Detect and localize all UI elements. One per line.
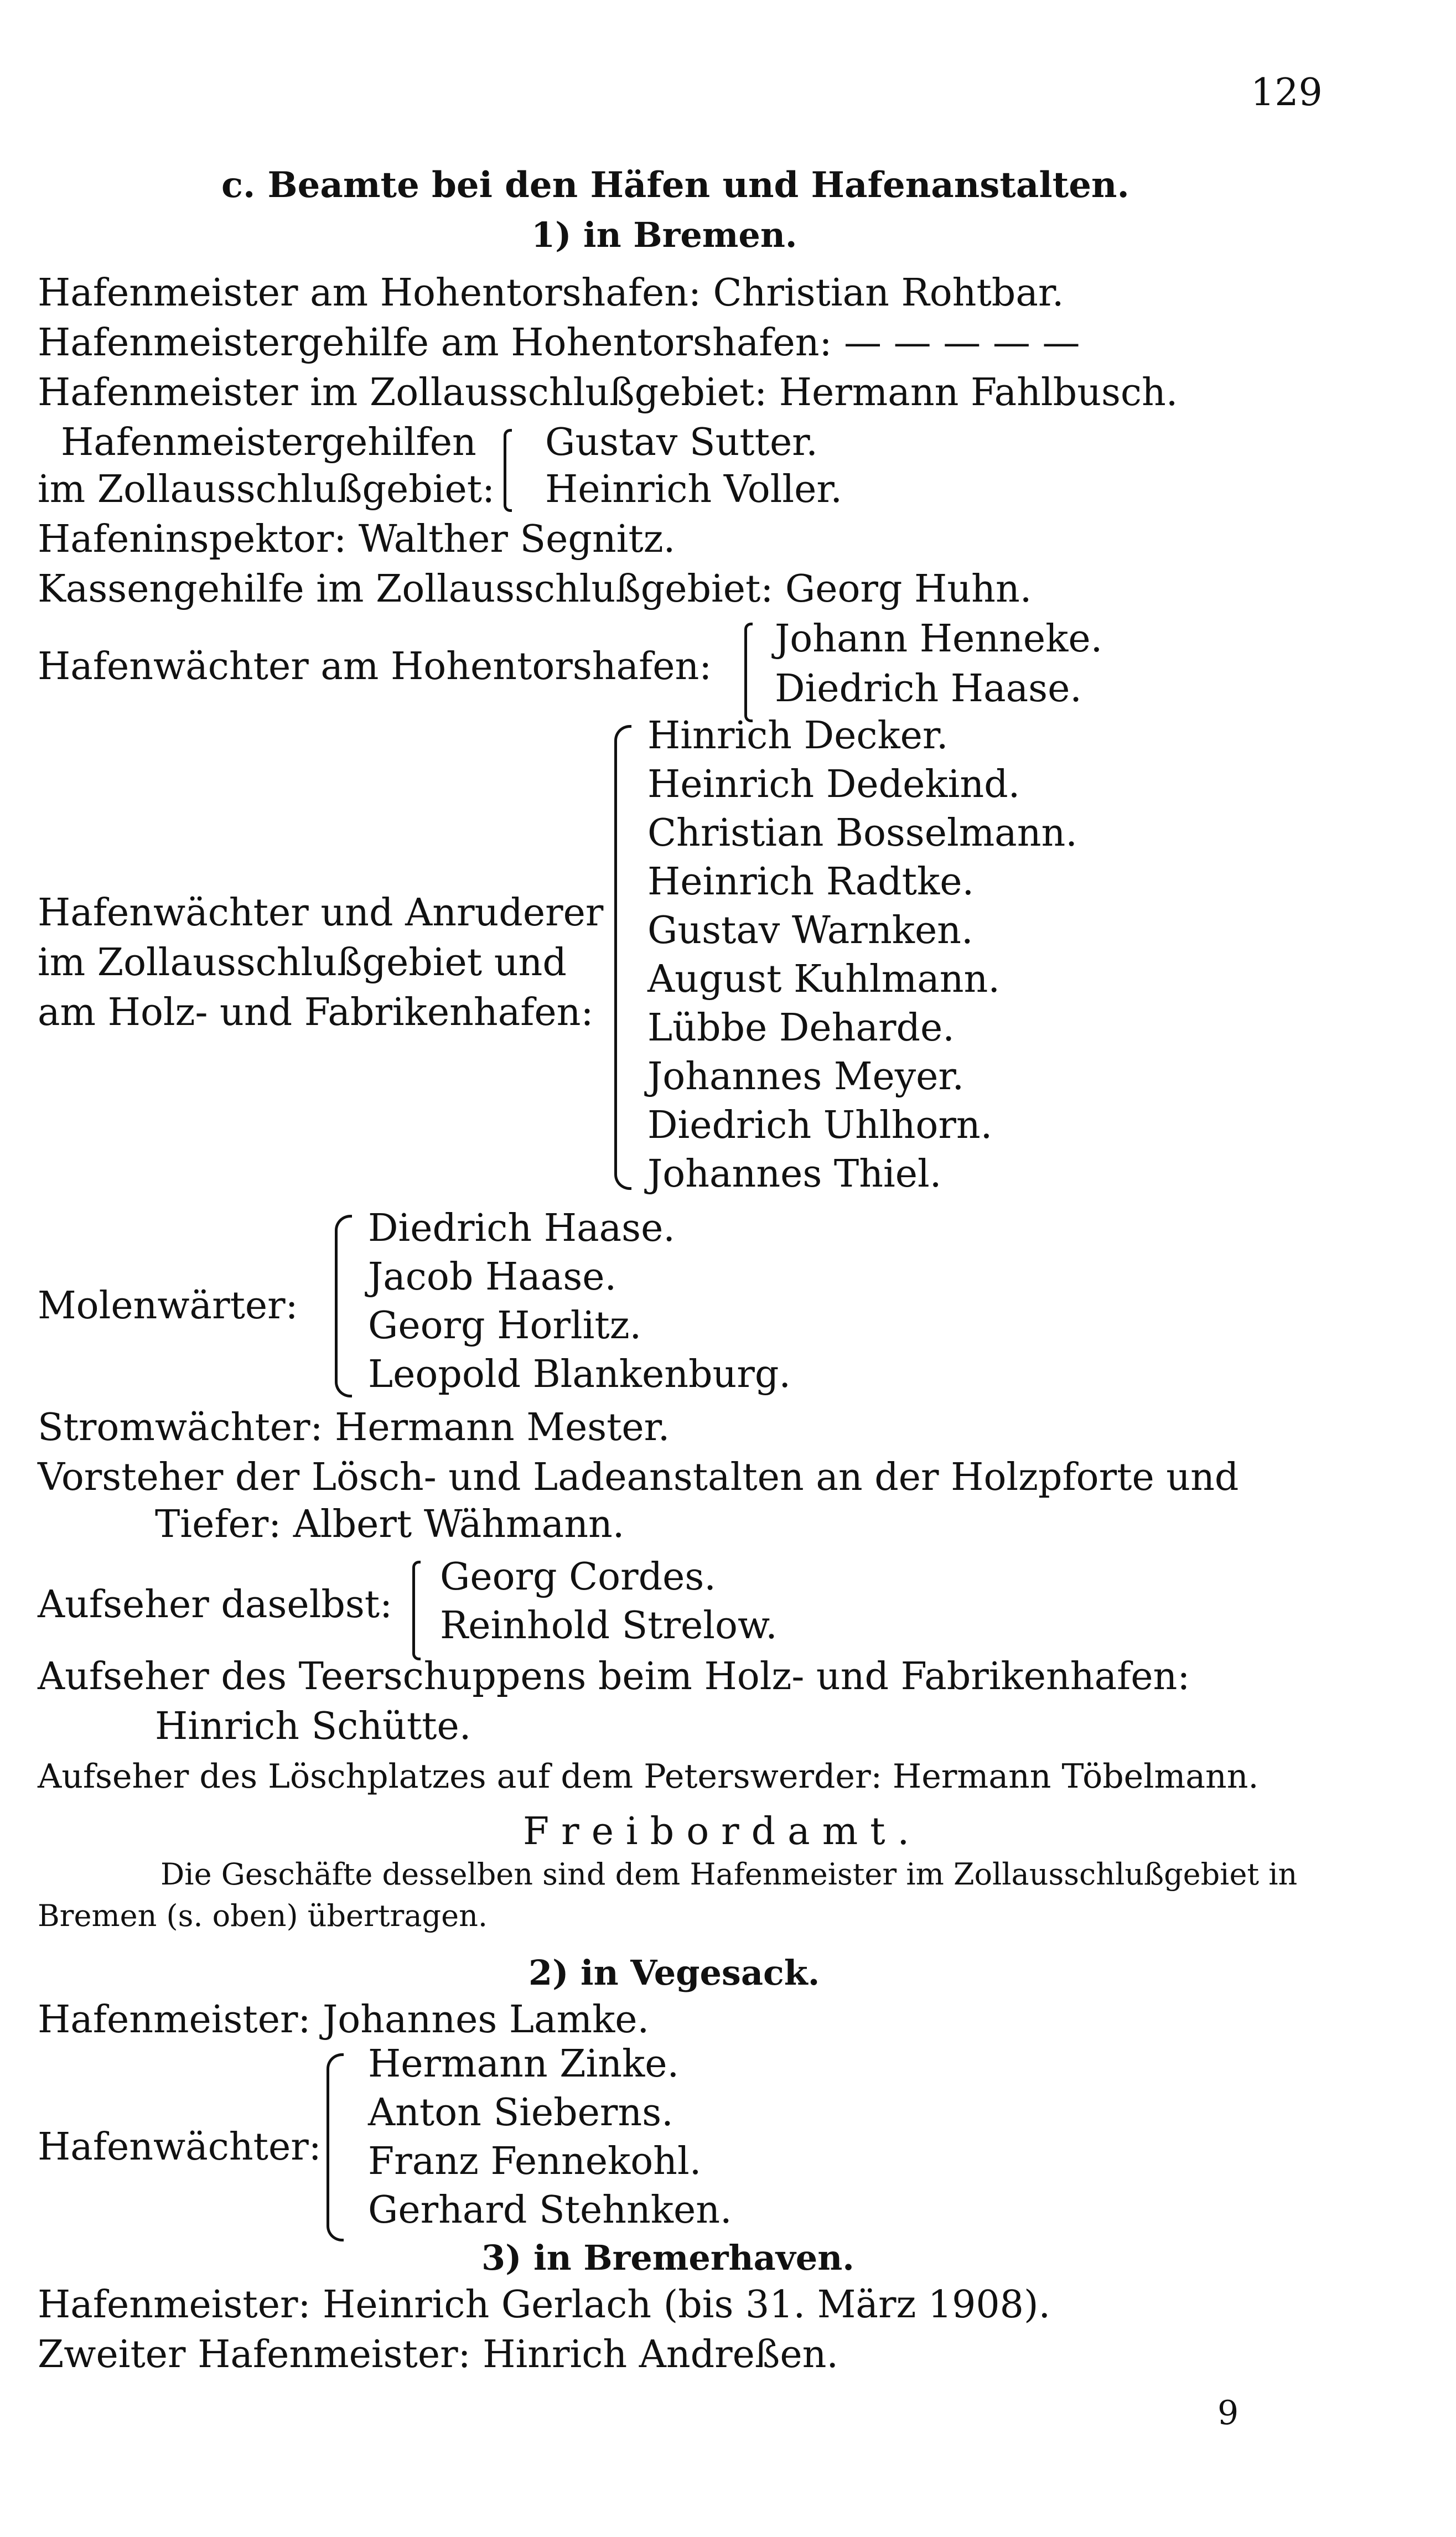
brace	[744, 623, 753, 722]
line-teerschuppen: Aufseher des Teerschuppens beim Holz- und Fabrikenhafen:	[38, 1655, 1190, 1699]
line-hafenmeister-zoll: Hafenmeister im Zollausschlußgebiet: Hermann Fahlbusch.	[38, 371, 1178, 415]
anruderer-name: Christian Bosselmann.	[647, 811, 1077, 855]
anruderer-label: Hafenwächter und Anruderer	[38, 891, 604, 935]
anruderer-name: Johannes Meyer.	[647, 1055, 965, 1099]
waechter-hohentor-name: Johann Henneke.	[775, 617, 1103, 661]
page-number: 129	[1251, 71, 1323, 115]
waechter-hohentor-name: Diedrich Haase.	[775, 667, 1082, 711]
line-teerschuppen-cont: Hinrich Schütte.	[155, 1705, 471, 1748]
anruderer-name: Heinrich Radtke.	[647, 860, 975, 904]
signature-mark: 9	[1217, 2394, 1239, 2432]
vegesack-waechter-name: Hermann Zinke.	[368, 2042, 680, 2086]
gehilfen-name: Heinrich Voller.	[545, 468, 843, 511]
section-title: c. Beamte bei den Häfen und Hafenanstalten.	[221, 164, 1129, 206]
waechter-hohentor-label: Hafenwächter am Hohentorshafen:	[38, 645, 712, 688]
line-vorsteher: Vorsteher der Lösch- und Ladeanstalten an der Holzpforte und	[38, 1456, 1239, 1499]
molen-label: Molenwärter:	[38, 1284, 298, 1328]
brace	[614, 725, 631, 1190]
freibord-text: Die Geschäfte desselben sind dem Hafenmeister im Zollausschlußgebiet in	[160, 1857, 1298, 1892]
molen-name: Jacob Haase.	[368, 1255, 617, 1299]
anruderer-name: August Kuhlmann.	[647, 957, 1000, 1001]
heading-bremen: 1) in Bremen.	[531, 215, 797, 255]
anruderer-name: Diedrich Uhlhorn.	[647, 1104, 993, 1147]
line-bremerhaven-hafenmeister: Hafenmeister: Heinrich Gerlach (bis 31. März 1908).	[38, 2283, 1051, 2327]
aufseher-name: Georg Cordes.	[440, 1555, 716, 1599]
line-vorsteher-cont: Tiefer: Albert Wähmann.	[155, 1503, 625, 1546]
gehilfen-name: Gustav Sutter.	[545, 421, 818, 464]
brace	[412, 1561, 421, 1660]
molen-name: Leopold Blankenburg.	[368, 1353, 791, 1396]
molen-name: Diedrich Haase.	[368, 1207, 675, 1250]
brace	[335, 1215, 352, 1397]
line-hafeninspektor: Hafeninspektor: Walther Segnitz.	[38, 517, 676, 561]
vegesack-waechter-name: Anton Sieberns.	[368, 2091, 673, 2135]
vegesack-waechter-name: Franz Fennekohl.	[368, 2140, 702, 2183]
freibord-text: Bremen (s. oben) übertragen.	[38, 1898, 488, 1933]
vegesack-waechter-label: Hafenwächter:	[38, 2125, 322, 2169]
anruderer-name: Heinrich Dedekind.	[647, 763, 1020, 806]
aufseher-name: Reinhold Strelow.	[440, 1604, 778, 1648]
anruderer-label: im Zollausschlußgebiet und	[38, 941, 567, 985]
vegesack-waechter-name: Gerhard Stehnken.	[368, 2188, 732, 2232]
line-gehilfe-hohentor: Hafenmeistergehilfe am Hohentorshafen: — — — — —	[38, 321, 1080, 365]
line-loeschplatz: Aufseher des Löschplatzes auf dem Peterswerder: Hermann Töbelmann.	[38, 1757, 1259, 1796]
gehilfen-label-2: im Zollausschlußgebiet:	[38, 468, 495, 511]
anruderer-name: Gustav Warnken.	[647, 909, 973, 952]
gehilfen-label-1: Hafenmeistergehilfen	[61, 421, 476, 464]
line-vegesack-hafenmeister: Hafenmeister: Johannes Lamke.	[38, 1998, 650, 2042]
heading-vegesack: 2) in Vegesack.	[528, 1953, 820, 1993]
freibord-title: Freibordamt.	[523, 1810, 922, 1853]
heading-bremerhaven: 3) in Bremerhaven.	[481, 2238, 854, 2278]
anruderer-name: Hinrich Decker.	[647, 714, 949, 758]
aufseher-label: Aufseher daselbst:	[38, 1583, 392, 1627]
brace	[327, 2053, 344, 2241]
line-hafenmeister-hohentor: Hafenmeister am Hohentorshafen: Christian Rohtbar.	[38, 271, 1064, 315]
line-stromwaechter: Stromwächter: Hermann Mester.	[38, 1406, 670, 1449]
line-kassengehilfe: Kassengehilfe im Zollausschlußgebiet: Georg Huhn.	[38, 567, 1032, 611]
brace	[504, 429, 512, 512]
anruderer-label: am Holz- und Fabrikenhafen:	[38, 991, 594, 1034]
molen-name: Georg Horlitz.	[368, 1304, 642, 1348]
anruderer-name: Lübbe Deharde.	[647, 1006, 955, 1050]
anruderer-name: Johannes Thiel.	[647, 1152, 942, 1196]
line-bremerhaven-zweiter: Zweiter Hafenmeister: Hinrich Andreßen.	[38, 2333, 838, 2377]
